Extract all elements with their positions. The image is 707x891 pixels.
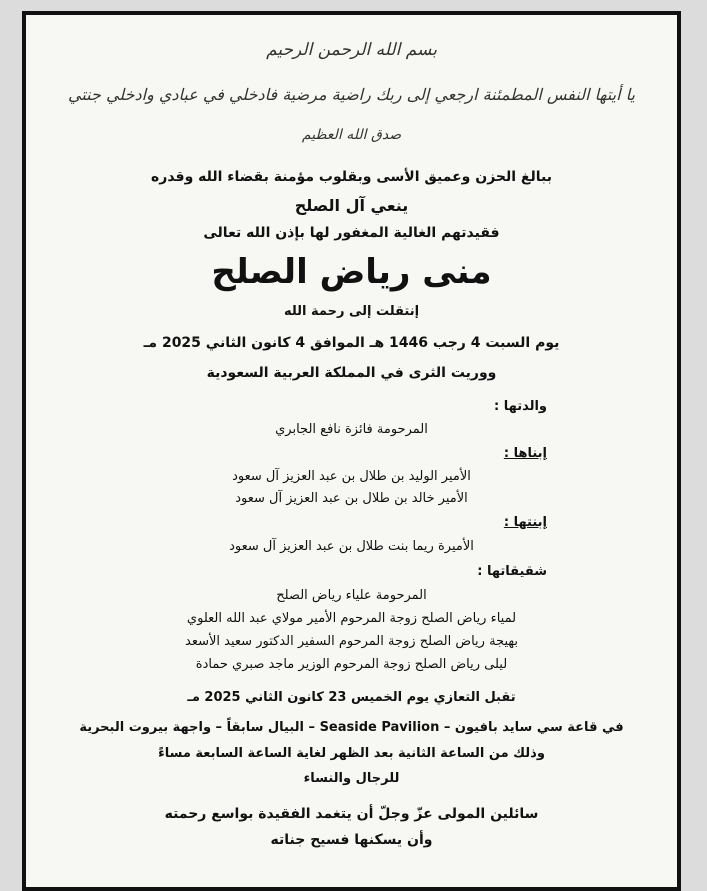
closing-calligraphy: صدق الله العظيم: [301, 127, 402, 143]
intro-line: ببالغ الحزن وعميق الأسى وبقلوب مؤمنة بقضاء الله وقدره: [151, 169, 552, 185]
basmala-calligraphy: بسم الله الرحمن الرحيم: [266, 40, 437, 60]
sisters-label: شقيقاتها :: [477, 564, 547, 579]
mother-label: والدتها :: [494, 399, 547, 414]
daughter-name: الأميرة ريما بنت طلال بن عبد العزيز آل سعود: [229, 539, 474, 554]
deceased-name: منى رياض الصلح: [211, 252, 492, 292]
son-name: الأمير خالد بن طلال بن عبد العزيز آل سعود: [235, 491, 468, 506]
mother-name: المرحومة فائزة نافع الجابري: [275, 422, 428, 437]
daughter-label: إبنتها :: [503, 515, 547, 530]
sister-name: ليلى رياض الصلح زوجة المرحوم الوزير ماجد صبري حمادة: [195, 657, 508, 672]
sister-name: لمياء رياض الصلح زوجة المرحوم الأمير مولاي عبد الله العلوي: [186, 611, 517, 626]
prayer-line: سائلين المولى عزّ وجلّ أن يتغمد الفقيدة بواسع رحمته: [164, 806, 539, 822]
condolences-time: وذلك من الساعة الثانية بعد الظهر لغاية الساعة السابعة مساءً: [158, 746, 545, 761]
sister-name: بهيجة رياض الصلح زوجة المرحوم السفير الدكتور سعيد الأسعد: [185, 634, 518, 649]
announcer-line: ينعي آل الصلح: [294, 196, 409, 215]
obituary-notice: [22, 11, 681, 891]
burial-line: ووريت الثرى في المملكة العربية السعودية: [206, 365, 497, 381]
verse-calligraphy: يا أيتها النفس المطمئنة ارجعي إلى ربك راضية مرضية فادخلي في عبادي وادخلي جنتي: [68, 85, 635, 104]
sons-label: إبناها :: [503, 446, 547, 461]
condolences-date: تقبل التعازي يوم الخميس 23 كانون الثاني 2025 مـ: [187, 690, 516, 705]
condolences-venue: في قاعة سي سايد بافيون – Seaside Pavilion – البيال سابقاً – واجهة بيروت البحرية: [79, 720, 624, 735]
death-date-line: يوم السبت 4 رجب 1446 هـ الموافق 4 كانون الثاني 2025 مـ: [143, 335, 560, 351]
sister-name: المرحومة علياء رياض الصلح: [276, 588, 427, 603]
condolences-audience: للرجال والنساء: [303, 771, 400, 786]
son-name: الأمير الوليد بن طلال بن عبد العزيز آل سعود: [232, 469, 471, 484]
passed-away-line: إنتقلت إلى رحمة الله: [283, 304, 420, 319]
prayer-line: وأن يسكنها فسيح جناته: [270, 832, 433, 848]
deceased-intro-line: فقيدتهم الغالية المغفور لها بإذن الله تعالى: [203, 225, 500, 241]
